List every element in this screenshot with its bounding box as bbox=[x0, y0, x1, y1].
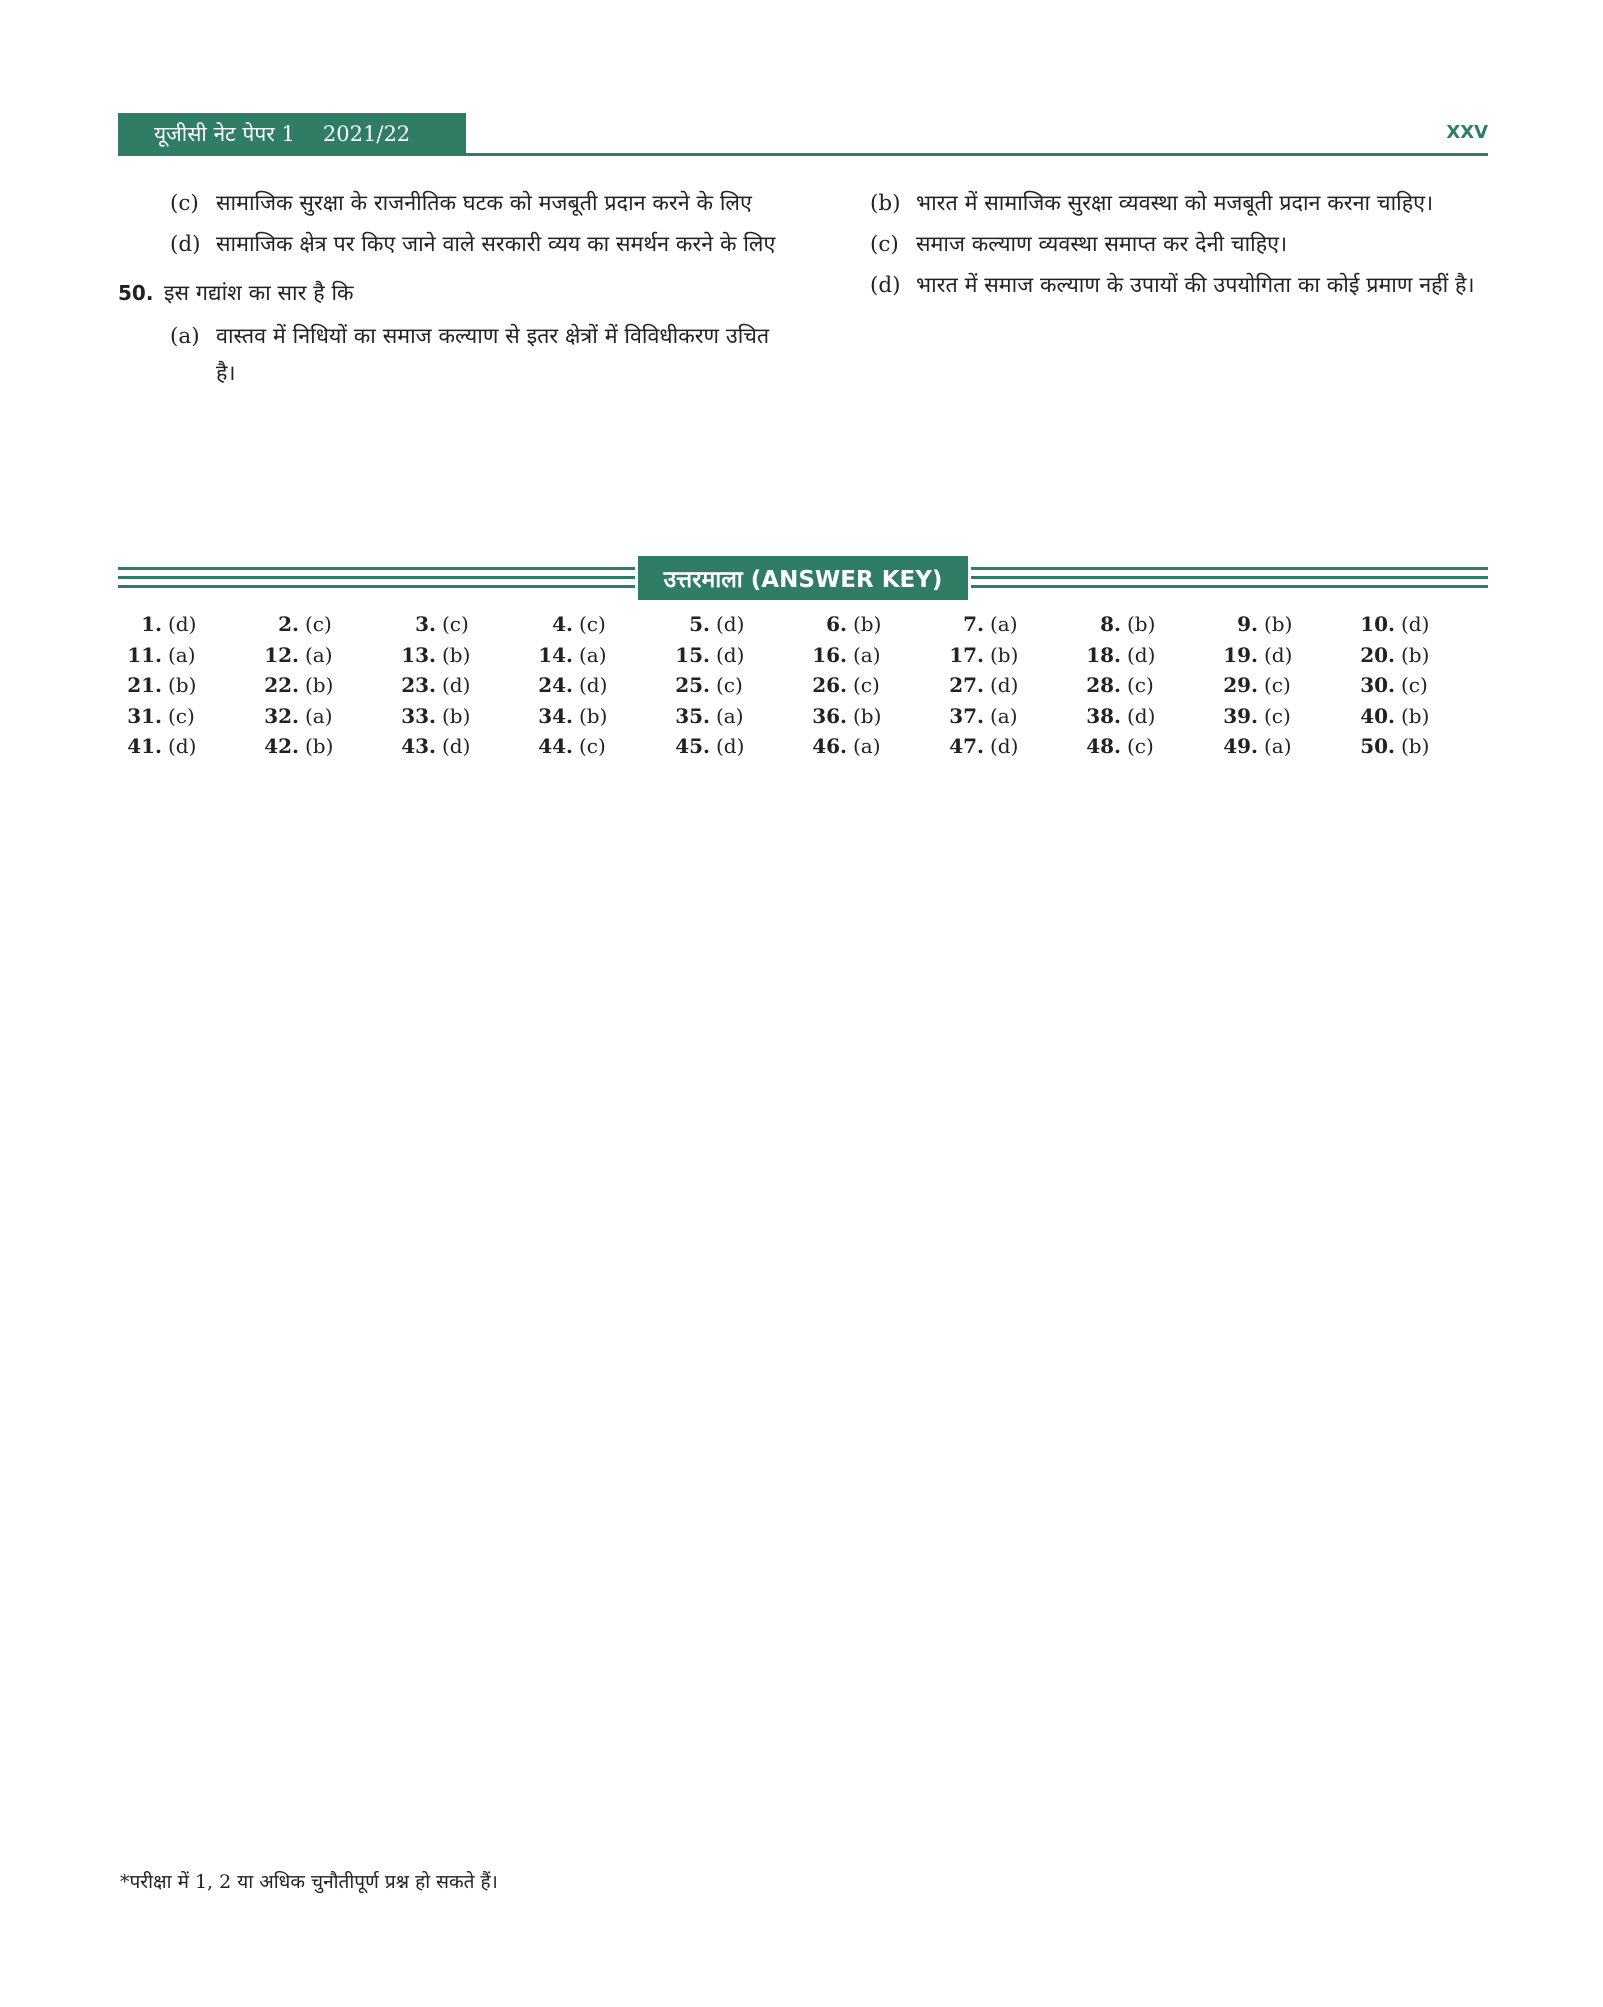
option-text: सामाजिक क्षेत्र पर किए जाने वाले सरकारी व्यय का समर्थन करने के लिए bbox=[216, 232, 776, 257]
option-text: भारत में समाज कल्याण के उपायों की उपयोगिता का कोई प्रमाण नहीं है। bbox=[916, 273, 1475, 298]
answer-key-cell bbox=[666, 702, 803, 731]
book-title: यूजीसी नेट पेपर 1 bbox=[154, 122, 295, 146]
answer-key-cell bbox=[118, 702, 255, 731]
answer-key-cell bbox=[803, 732, 940, 761]
answer-number: 13. bbox=[401, 642, 436, 667]
answer-option: (d) bbox=[1127, 642, 1156, 667]
answer-key-cell bbox=[529, 610, 666, 639]
answer-number: 39. bbox=[1223, 703, 1258, 728]
answer-option: (d) bbox=[716, 734, 745, 758]
answer-option: (b) bbox=[1401, 734, 1430, 758]
answer-option: (d) bbox=[716, 642, 745, 667]
answer-key-cell bbox=[803, 671, 940, 700]
option-item bbox=[118, 318, 788, 392]
option-text: भारत में सामाजिक सुरक्षा व्यवस्था को मजबूती प्रदान करना चाहिए। bbox=[916, 191, 1434, 216]
answer-option: (c) bbox=[442, 612, 469, 636]
answer-number: 2. bbox=[278, 612, 299, 636]
answer-option: (d) bbox=[168, 612, 197, 636]
answer-option: (d) bbox=[716, 612, 745, 636]
answer-option: (c) bbox=[579, 612, 606, 636]
answer-option: (b) bbox=[579, 703, 608, 728]
answer-key-cell bbox=[529, 671, 666, 700]
answer-option: (c) bbox=[1264, 673, 1291, 697]
answer-key-cell bbox=[666, 732, 803, 761]
answer-key-cell bbox=[118, 641, 255, 670]
question-50 bbox=[118, 275, 788, 312]
answer-number: 5. bbox=[689, 612, 710, 636]
header-rule bbox=[118, 153, 1488, 156]
answer-key-cell bbox=[392, 610, 529, 639]
answer-key-cell bbox=[255, 610, 392, 639]
option-item bbox=[118, 185, 788, 222]
option-item bbox=[870, 185, 1488, 222]
question-number: 50. bbox=[118, 281, 154, 305]
answer-key-cell bbox=[392, 671, 529, 700]
answer-option: (d) bbox=[1264, 642, 1293, 667]
answer-option: (b) bbox=[990, 642, 1019, 667]
answer-key-cell bbox=[118, 671, 255, 700]
answer-option: (d) bbox=[990, 673, 1019, 697]
answer-option: (a) bbox=[990, 703, 1018, 728]
answer-number: 43. bbox=[401, 734, 436, 758]
answer-number: 35. bbox=[675, 703, 710, 728]
answer-number: 50. bbox=[1360, 734, 1395, 758]
answer-key-cell bbox=[529, 641, 666, 670]
option-letter: (d) bbox=[870, 273, 901, 298]
answer-number: 44. bbox=[538, 734, 573, 758]
answer-key-cell bbox=[1351, 641, 1488, 670]
answer-number: 37. bbox=[949, 703, 984, 728]
answer-number: 32. bbox=[264, 703, 299, 728]
answer-key-cell bbox=[255, 671, 392, 700]
answer-key-cell bbox=[1077, 610, 1214, 639]
answer-number: 11. bbox=[127, 642, 162, 667]
answer-key-cell bbox=[118, 610, 255, 639]
answer-number: 25. bbox=[675, 673, 710, 697]
option-letter: (b) bbox=[870, 191, 901, 216]
answer-number: 38. bbox=[1086, 703, 1121, 728]
answer-number: 29. bbox=[1223, 673, 1258, 697]
answer-number: 24. bbox=[538, 673, 573, 697]
answer-key-cell bbox=[940, 732, 1077, 761]
answer-number: 31. bbox=[127, 703, 162, 728]
answer-option: (c) bbox=[716, 673, 743, 697]
answer-option: (b) bbox=[168, 673, 197, 697]
answer-number: 42. bbox=[264, 734, 299, 758]
answer-option: (d) bbox=[579, 673, 608, 697]
answer-option: (a) bbox=[853, 734, 881, 758]
answer-option: (d) bbox=[1127, 703, 1156, 728]
option-text: समाज कल्याण व्यवस्था समाप्त कर देनी चाहिए। bbox=[916, 232, 1288, 257]
answer-key-cell bbox=[1077, 671, 1214, 700]
answer-number: 23. bbox=[401, 673, 436, 697]
option-text: सामाजिक सुरक्षा के राजनीतिक घटक को मजबूती प्रदान करने के लिए bbox=[216, 191, 752, 216]
option-letter: (c) bbox=[170, 191, 199, 216]
answer-number: 33. bbox=[401, 703, 436, 728]
answer-key-cell bbox=[940, 671, 1077, 700]
answer-key-cell bbox=[1214, 732, 1351, 761]
answer-option: (b) bbox=[305, 673, 334, 697]
answer-option: (b) bbox=[853, 612, 882, 636]
answer-option: (d) bbox=[442, 673, 471, 697]
answer-number: 12. bbox=[264, 642, 299, 667]
answer-key-cell bbox=[666, 610, 803, 639]
answer-number: 21. bbox=[127, 673, 162, 697]
answer-option: (d) bbox=[990, 734, 1019, 758]
answer-number: 8. bbox=[1100, 612, 1121, 636]
answer-number: 10. bbox=[1360, 612, 1395, 636]
answer-number: 4. bbox=[552, 612, 573, 636]
answer-key-cell bbox=[1351, 732, 1488, 761]
answer-option: (a) bbox=[853, 642, 881, 667]
answer-number: 14. bbox=[538, 642, 573, 667]
answer-number: 45. bbox=[675, 734, 710, 758]
answer-key-cell bbox=[1077, 641, 1214, 670]
answer-key-cell bbox=[1077, 732, 1214, 761]
answer-number: 27. bbox=[949, 673, 984, 697]
answer-option: (c) bbox=[168, 703, 195, 728]
answer-option: (b) bbox=[442, 642, 471, 667]
answer-key-cell bbox=[529, 702, 666, 731]
answer-option: (b) bbox=[1127, 612, 1156, 636]
answer-key-cell bbox=[666, 641, 803, 670]
answer-key-cell bbox=[392, 641, 529, 670]
footnote: *परीक्षा में 1, 2 या अधिक चुनौतीपूर्ण प्रश्न हो सकते हैं। bbox=[120, 1871, 498, 1893]
left-column bbox=[118, 185, 788, 396]
answer-key-cell bbox=[803, 641, 940, 670]
answer-number: 40. bbox=[1360, 703, 1395, 728]
answer-number: 34. bbox=[538, 703, 573, 728]
answer-option: (a) bbox=[579, 642, 607, 667]
answer-key-cell bbox=[1351, 671, 1488, 700]
answer-number: 3. bbox=[415, 612, 436, 636]
answer-key-cell bbox=[1077, 702, 1214, 731]
answer-key-cell bbox=[255, 702, 392, 731]
answer-option: (c) bbox=[1264, 703, 1291, 728]
answer-option: (c) bbox=[853, 673, 880, 697]
answer-option: (c) bbox=[305, 612, 332, 636]
answer-key-cell bbox=[940, 702, 1077, 731]
answer-option: (b) bbox=[853, 703, 882, 728]
answer-number: 17. bbox=[949, 642, 984, 667]
answer-number: 41. bbox=[127, 734, 162, 758]
answer-option: (d) bbox=[168, 734, 197, 758]
answer-option: (c) bbox=[1401, 673, 1428, 697]
answer-key-cell bbox=[940, 641, 1077, 670]
answer-number: 15. bbox=[675, 642, 710, 667]
answer-number: 36. bbox=[812, 703, 847, 728]
option-text: वास्तव में निधियों का समाज कल्याण से इतर क्षेत्रों में विविधीकरण उचित है। bbox=[216, 324, 770, 386]
answer-number: 6. bbox=[826, 612, 847, 636]
answer-number: 26. bbox=[812, 673, 847, 697]
answer-key-cell bbox=[1351, 610, 1488, 639]
option-item bbox=[118, 226, 788, 263]
book-year: 2021/22 bbox=[322, 122, 411, 146]
answer-key-cell bbox=[803, 702, 940, 731]
option-letter: (d) bbox=[170, 232, 201, 257]
answer-key-title: उत्तरमाला (ANSWER KEY) bbox=[638, 556, 968, 600]
answer-option: (b) bbox=[305, 734, 334, 758]
answer-key-cell bbox=[392, 732, 529, 761]
answer-option: (a) bbox=[990, 612, 1018, 636]
answer-number: 30. bbox=[1360, 673, 1395, 697]
right-column bbox=[870, 185, 1488, 308]
answer-option: (d) bbox=[1401, 612, 1430, 636]
answer-key-cell bbox=[255, 732, 392, 761]
answer-option: (c) bbox=[1127, 673, 1154, 697]
page-number: XXV bbox=[1446, 122, 1488, 143]
answer-key-cell bbox=[1214, 641, 1351, 670]
answer-number: 16. bbox=[812, 642, 847, 667]
option-letter: (a) bbox=[170, 324, 200, 349]
answer-number: 20. bbox=[1360, 642, 1395, 667]
answer-option: (a) bbox=[305, 703, 333, 728]
option-item bbox=[870, 226, 1488, 263]
answer-option: (a) bbox=[168, 642, 196, 667]
answer-option: (b) bbox=[1264, 612, 1293, 636]
answer-key-cell bbox=[940, 610, 1077, 639]
question-text: इस गद्यांश का सार है कि bbox=[164, 281, 354, 306]
answer-key-cell bbox=[255, 641, 392, 670]
running-header bbox=[118, 113, 466, 155]
answer-number: 7. bbox=[963, 612, 984, 636]
answer-number: 47. bbox=[949, 734, 984, 758]
answer-option: (d) bbox=[442, 734, 471, 758]
answer-option: (b) bbox=[1401, 703, 1430, 728]
answer-key-cell bbox=[1351, 702, 1488, 731]
answer-option: (a) bbox=[716, 703, 744, 728]
answer-key-cell bbox=[1214, 610, 1351, 639]
answer-number: 22. bbox=[264, 673, 299, 697]
answer-number: 46. bbox=[812, 734, 847, 758]
answer-number: 9. bbox=[1237, 612, 1258, 636]
answer-option: (c) bbox=[1127, 734, 1154, 758]
answer-number: 1. bbox=[141, 612, 162, 636]
answer-option: (c) bbox=[579, 734, 606, 758]
answer-key-grid bbox=[118, 610, 1488, 761]
answer-number: 19. bbox=[1223, 642, 1258, 667]
answer-key-cell bbox=[1214, 671, 1351, 700]
answer-option: (a) bbox=[1264, 734, 1292, 758]
option-letter: (c) bbox=[870, 232, 899, 257]
answer-key-cell bbox=[666, 671, 803, 700]
answer-number: 28. bbox=[1086, 673, 1121, 697]
answer-key-cell bbox=[803, 610, 940, 639]
answer-option: (b) bbox=[1401, 642, 1430, 667]
answer-key-cell bbox=[529, 732, 666, 761]
answer-key-cell bbox=[1214, 702, 1351, 731]
answer-number: 49. bbox=[1223, 734, 1258, 758]
option-item bbox=[870, 267, 1488, 304]
answer-key-cell bbox=[392, 702, 529, 731]
answer-key-cell bbox=[118, 732, 255, 761]
answer-number: 48. bbox=[1086, 734, 1121, 758]
answer-option: (b) bbox=[442, 703, 471, 728]
answer-number: 18. bbox=[1086, 642, 1121, 667]
answer-option: (a) bbox=[305, 642, 333, 667]
